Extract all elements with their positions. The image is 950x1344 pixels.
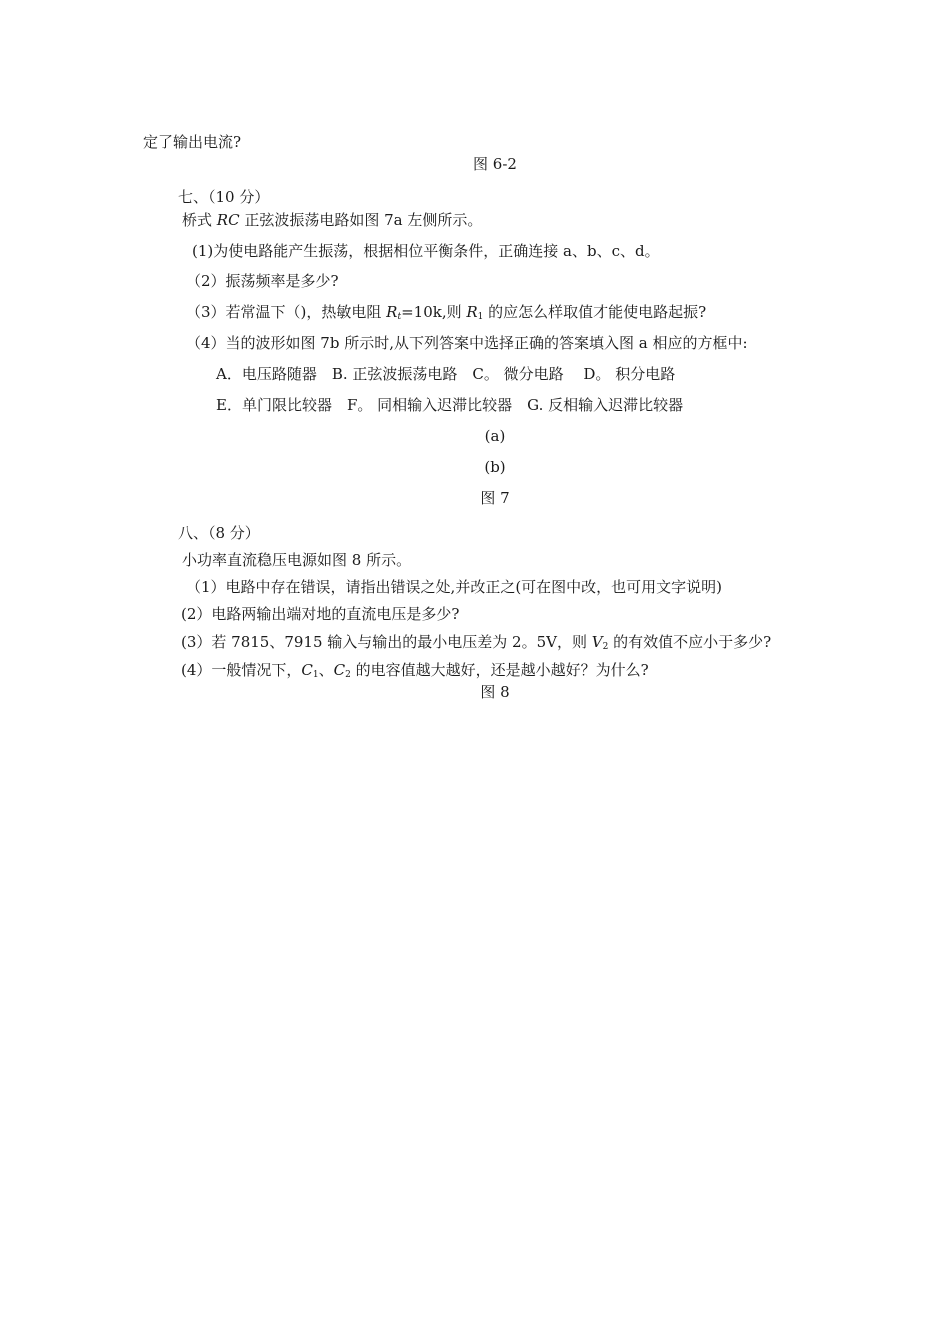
q7-intro: 桥式 RC 正弦波振荡电路如图 7a 左侧所示。 [182, 211, 483, 229]
q7-heading: 七、（10 分） [178, 188, 270, 206]
figure-7b-label: (b) [484, 458, 506, 476]
q7-subquestion-1: (1)为使电路能产生振荡，根据相位平衡条件，正确连接 a、b、c、d。 [192, 242, 660, 260]
figure-7-caption: 图 7 [480, 489, 510, 507]
q8-subquestion-3: (3）若 7815、7915 输入与输出的最小电压差为 2。5V，则 $V_2$ 的有效值不应小于多少? [181, 633, 772, 652]
figure-7a-label: (a) [484, 427, 506, 445]
q8-heading: 八、（8 分） [178, 524, 260, 542]
q7-options-row-1: A．电压路随器 B. 正弦波振荡电路 C。 微分电路 D。 积分电路 [216, 365, 676, 383]
q8-subquestion-1: （1）电路中存在错误，请指出错误之处,并改正之(可在图中改，也可用文字说明) [186, 578, 723, 596]
q7-subquestion-3: （3）若常温下（)，热敏电阻 $R_t=10k$,则 $R_1$ 的应怎么样取值才能使电路起振? [186, 303, 707, 322]
q7-options-row-2: E．单门限比较器 F。 同相输入迟滞比较器 G. 反相输入迟滞比较器 [216, 396, 684, 414]
q8-intro: 小功率直流稳压电源如图 8 所示。 [182, 551, 412, 569]
figure-8-caption: 图 8 [480, 683, 510, 701]
q8-subquestion-2: (2）电路两输出端对地的直流电压是多少? [181, 605, 460, 623]
q7-subquestion-4: （4）当的波形如图 7b 所示时,从下列答案中选择正确的答案填入图 a 相应的方框中: [186, 334, 748, 352]
figure-6-2-caption: 图 6-2 [473, 155, 517, 173]
previous-question-tail: 定了输出电流? [143, 133, 242, 151]
rc-symbol: RC [216, 211, 240, 229]
q8-subquestion-4: (4）一般情况下，$C_1$、$C_2$ 的电容值越大越好，还是越小越好？为什么? [181, 661, 649, 680]
q7-subquestion-2: （2）振荡频率是多少? [186, 272, 339, 290]
